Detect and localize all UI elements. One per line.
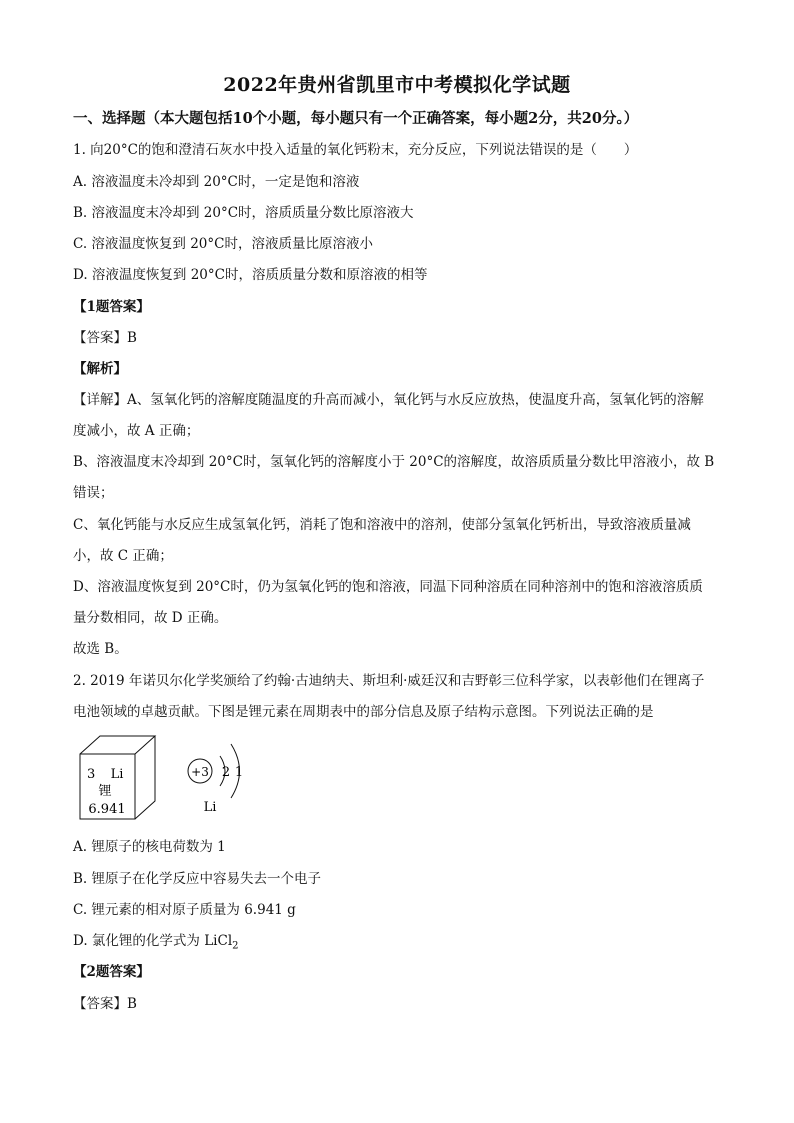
q2-option-d-subscript: 2: [232, 940, 239, 952]
q2-stem-line: 电池领域的卓越贡献。下图是锂元素在周期表中的部分信息及原子结构示意图。下列说法正确的是: [73, 704, 654, 720]
q2-option-a: A. 锂原子的核电荷数为 1: [73, 839, 226, 855]
q2-stem-line: 2. 2019 年诺贝尔化学奖颁给了约翰·古迪纳夫、斯坦利·威廷汉和吉野彰三位科学家，以表彰他们在锂离子: [73, 673, 705, 689]
element-name: 锂: [98, 784, 112, 799]
atomic-number: 3: [87, 767, 96, 782]
q1-stem: 1. 向20°C的饱和澄清石灰水中投入适量的氧化钙粉末，充分反应，下列说法错误的是（ ）: [73, 142, 638, 158]
q2-option-d-text: D. 氯化锂的化学式为 LiCl: [73, 933, 233, 949]
q1-option-b: B. 溶液温度末冷却到 20°C时，溶质质量分数比原溶液大: [73, 205, 414, 221]
lithium-figure-svg: [72, 732, 262, 827]
q1-answer-tag: 【1题答案】: [73, 299, 150, 315]
q1-conclusion: 故选 B。: [73, 641, 128, 657]
q2-option-b: B. 锂原子在化学反应中容易失去一个电子: [73, 871, 322, 887]
atomic-mass: 6.941: [88, 802, 126, 817]
q2-option-c: C. 锂元素的相对原子质量为 6.941 g: [73, 902, 296, 918]
page-title: 2022年贵州省凯里市中考模拟化学试题: [223, 74, 571, 96]
q1-detail-line: B、溶液温度末冷却到 20°C时，氢氧化钙的溶解度小于 20°C的溶解度，故溶质质量分数比甲溶液小，故 B: [73, 454, 715, 470]
section-heading: 一、选择题（本大题包括10个小题，每小题只有一个正确答案，每小题2分，共20分。）: [73, 110, 639, 127]
q1-detail-line: 【详解】A、氢氧化钙的溶解度随温度的升高而减小，氧化钙与水反应放热，使温度升高，氢氧化钙的溶解: [73, 392, 704, 408]
q1-option-a: A. 溶液温度未冷却到 20°C时，一定是饱和溶液: [73, 174, 360, 190]
q1-option-d: D. 溶液温度恢复到 20°C时，溶质质量分数和原溶液的相等: [73, 267, 428, 283]
diagram-label: Li: [203, 800, 217, 815]
q1-detail-line: C、氧化钙能与水反应生成氢氧化钙，消耗了饱和溶液中的溶剂，使部分氢氧化钙析出，导致溶液质量减: [73, 517, 691, 533]
q2-option-d: [73, 932, 239, 956]
q1-answer: 【答案】B: [73, 330, 137, 346]
q1-detail-line: D、溶液温度恢复到 20°C时，仍为氢氧化钙的饱和溶液，同温下同种溶质在同种溶剂中的饱和溶液溶质质: [73, 579, 703, 595]
shell-2-count: 1: [234, 765, 244, 780]
shell-1-count: 2: [221, 765, 231, 780]
q2-answer: 【答案】B: [73, 996, 137, 1012]
lithium-figure: [72, 732, 262, 827]
element-symbol: Li: [110, 767, 124, 782]
q1-analysis-label: 【解析】: [73, 361, 127, 377]
q1-detail-line: 量分数相同，故 D 正确。: [73, 610, 228, 626]
q1-option-c: C. 溶液温度恢复到 20°C时，溶液质量比原溶液小: [73, 236, 373, 252]
q1-detail-line: 错误；: [73, 485, 114, 501]
nucleus-charge: +3: [191, 765, 209, 779]
q1-detail-line: 小，故 C 正确；: [73, 548, 173, 564]
q2-answer-tag: 【2题答案】: [73, 964, 150, 980]
q1-detail-line: 度减小，故 A 正确；: [73, 423, 200, 439]
